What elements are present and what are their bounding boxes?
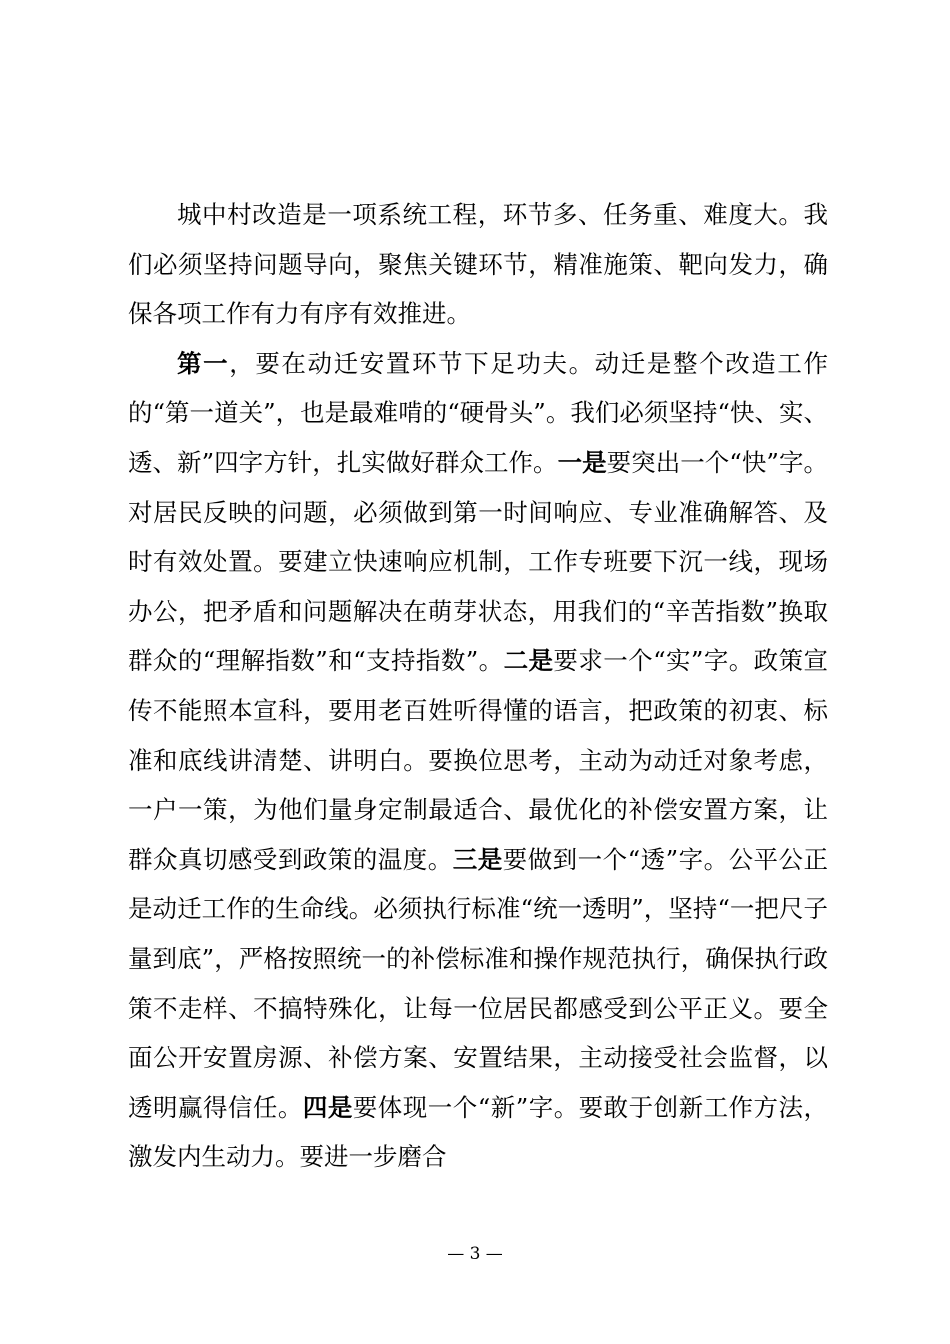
intro-paragraph — [128, 190, 828, 339]
intro-text: 城中村改造是一项系统工程，环节多、任务重、难度大。我们必须坚持问题导向，聚焦关键环节，精准施策、靶向发力，确保各项工作有力有序有效推进。 — [128, 200, 828, 329]
point-3-label: 三是 — [452, 844, 503, 874]
point-1-label: 一是 — [557, 447, 607, 477]
point-4-text: 要体现一个“新”字。要敢于创新工作方法，激发内生动力。要进一步磨合 — [128, 1092, 828, 1172]
section-1-paragraph — [128, 339, 828, 1182]
section-1-heading: 第一 — [177, 348, 230, 378]
point-2-label: 二是 — [503, 646, 554, 676]
point-2-text: 要求一个“实”字。政策宣传不能照本宣科，要用老百姓听得懂的语言，把政策的初衷、标准和底线讲清楚、讲明白。要换位思考，主动为动迁对象考虑，一户一策，为他们量身定制最适合、最优化的补偿安置方案，让群众真切感受到政策的温度。 — [128, 646, 828, 874]
point-3-text: 要做到一个“透”字。公平公正是动迁工作的生命线。必须执行标准“统一透明”，坚持“一把尺子量到底”，严格按照统一的补偿标准和操作规范执行，确保执行政策不走样、不搞特殊化，让每一位居民都感受到公平正义。要全面公开安置房源、补偿方案、安置结果，主动接受社会监督，以透明赢得信任。 — [128, 844, 829, 1122]
point-4-label: 四是 — [302, 1092, 353, 1122]
section-1-lead: ，要在动迁安置环节下足功夫。动迁是整个改造工作的“第一道关”，也是最难啃的“硬骨头”。我们必须坚持“快、实、透、新”四字方针，扎实做好群众工作。 — [128, 348, 829, 477]
document-body — [128, 190, 828, 1182]
page-number: — 3 — — [447, 1244, 503, 1264]
point-1-text: 要突出一个“快”字。对居民反映的问题，必须做到第一时间响应、专业准确解答、及时有效处置。要建立快速响应机制，工作专班要下沉一线，现场办公，把矛盾和问题解决在萌芽状态，用我们的“辛苦指数”换取群众的“理解指数”和“支持指数”。 — [128, 447, 828, 676]
